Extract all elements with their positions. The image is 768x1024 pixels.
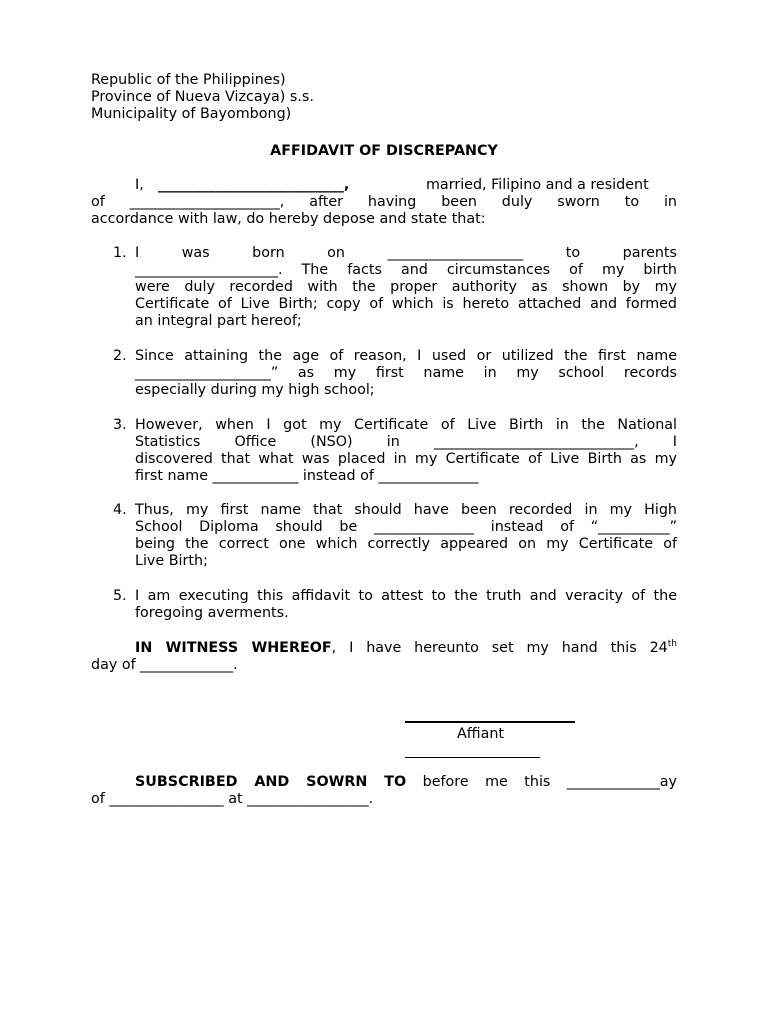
item-1-line-2: ____________________. The facts and circumstances of my birth [135, 262, 677, 278]
item-2-line-2: ___________________” as my first name in my school records [135, 365, 677, 381]
item-1-line-4: Certificate of Live Birth; copy of which is hereto attached and formed [135, 296, 677, 312]
item-5-line-1: I am executing this affidavit to attest to the truth and veracity of the [135, 588, 677, 604]
item-2-number: 2. [113, 348, 127, 364]
item-1-number: 1. [113, 245, 127, 261]
witness-line-1 [135, 640, 677, 657]
intro-name-blank: __________________________, [158, 177, 350, 193]
item-1-line-1: I was born on ___________________ to parents [135, 245, 677, 261]
signature-line [405, 721, 575, 723]
intro-married: married, Filipino and a resident [426, 177, 649, 193]
item-3-number: 3. [113, 417, 127, 433]
item-3-line-4: first name ____________ instead of ______________ [135, 468, 479, 484]
document-title: AFFIDAVIT OF DISCREPANCY [270, 143, 498, 159]
item-2-line-3: especially during my high school; [135, 382, 375, 398]
intro-resident-line: of _____________________, after having been duly sworn to in [91, 194, 677, 210]
item-5-number: 5. [113, 588, 127, 604]
item-4-line-2: School Diploma should be ______________ instead of “__________” [135, 519, 677, 535]
affiant-label: Affiant [457, 726, 505, 742]
subscribed-rest: before me this _____________ay [406, 774, 677, 790]
intro-i: I, [135, 177, 144, 193]
intro-accordance-line: accordance with law, do hereby depose and state that: [91, 211, 486, 227]
item-1-line-3: were duly recorded with the proper authority as shown by my [135, 279, 677, 295]
item-4-number: 4. [113, 502, 127, 518]
witness-sup: th [667, 639, 677, 650]
header-republic: Republic of the Philippines) [91, 72, 286, 88]
item-3-line-3: discovered that what was placed in my Certificate of Live Birth as my [135, 451, 677, 467]
item-4-line-3: being the correct one which correctly appeared on my Certificate of [135, 536, 677, 552]
item-3-line-1: However, when I got my Certificate of Live Birth in the National [135, 417, 677, 433]
item-1-line-5: an integral part hereof; [135, 313, 302, 329]
item-4-line-1: Thus, my first name that should have been recorded in my High [135, 502, 677, 518]
subscribed-bold: SUBSCRIBED AND SOWRN TO [135, 774, 407, 790]
subscribed-line-1 [135, 774, 677, 791]
item-3-line-2: Statistics Office (NSO) in ____________________________, I [135, 434, 677, 450]
witness-bold: IN WITNESS WHEREOF [135, 640, 332, 656]
item-5-line-2: foregoing averments. [135, 605, 289, 621]
header-municipality: Municipality of Bayombong) [91, 106, 292, 122]
header-province: Province of Nueva Vizcaya) s.s. [91, 89, 314, 105]
item-4-line-4: Live Birth; [135, 553, 208, 569]
witness-line-2: day of _____________. [91, 657, 238, 673]
witness-rest: , I have hereunto set my hand this 24 [331, 640, 668, 656]
affiant-underline [405, 757, 540, 758]
item-2-line-1: Since attaining the age of reason, I used or utilized the first name [135, 348, 677, 364]
subscribed-line-2: of ________________ at _________________. [91, 791, 374, 807]
